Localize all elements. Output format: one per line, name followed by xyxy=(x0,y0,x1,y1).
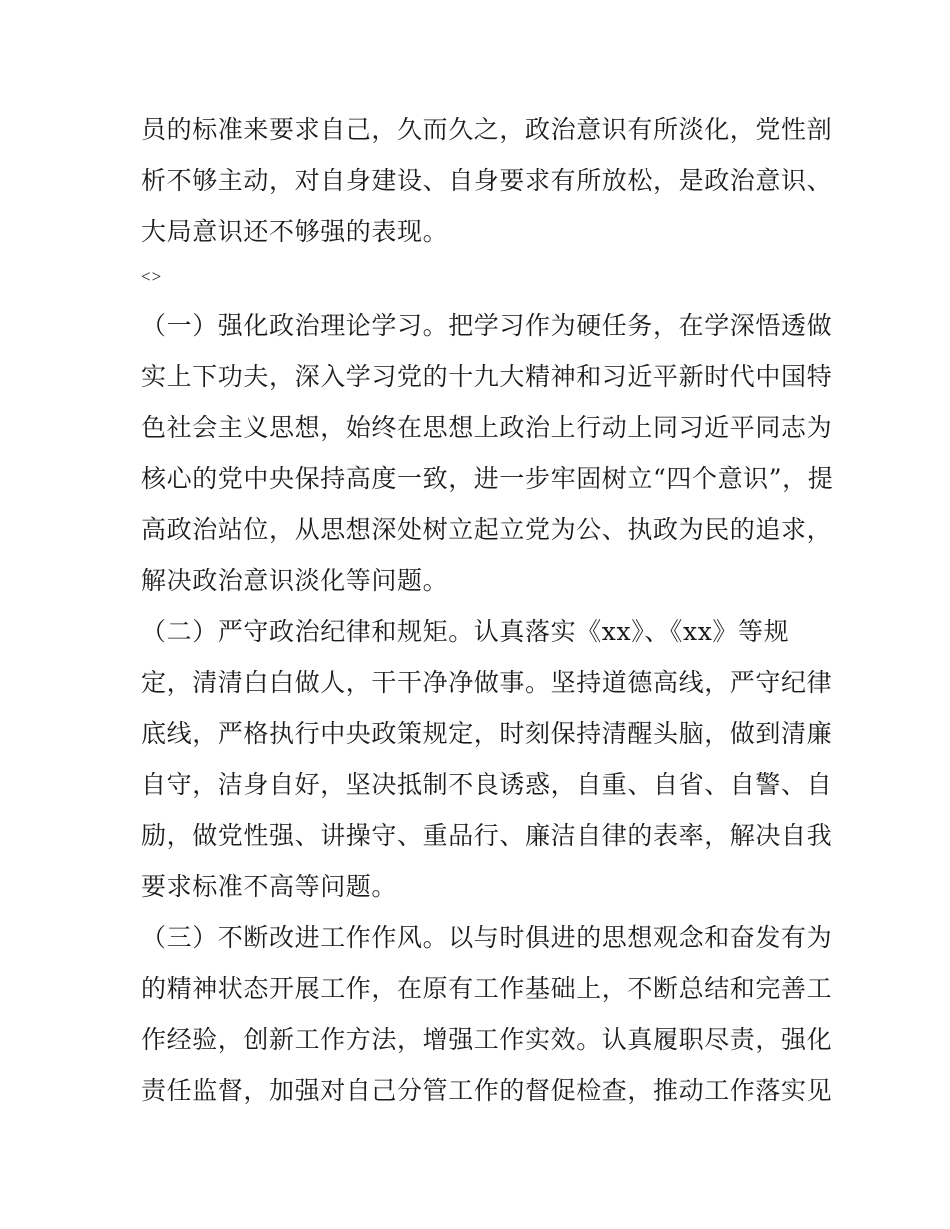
text-line: 励，做党性强、讲操守、重品行、廉洁自律的表率，解决自我 xyxy=(141,821,833,850)
text-line: 员的标准来要求自己，久而久之，政治意识有所淡化，党性剖 xyxy=(141,115,833,144)
text-line: （二）严守政治纪律和规矩。认真落实《xx》、《xx》等规 xyxy=(141,617,790,646)
text-line: （一）强化政治理论学习。把学习作为硬任务，在学深悟透做 xyxy=(141,311,833,340)
text-line: 高政治站位，从思想深处树立起立党为公、执政为民的追求， xyxy=(141,515,833,544)
text-line: 核心的党中央保持高度一致，进一步牢固树立“四个意识”，提 xyxy=(141,464,834,493)
text-line: 责任监督，加强对自己分管工作的督促检查，推动工作落实见 xyxy=(141,1076,833,1105)
text-line: 底线，严格执行中央政策规定，时刻保持清醒头脑，做到清廉 xyxy=(141,719,833,748)
text-line: 作经验，创新工作方法，增强工作实效。认真履职尽责，强化 xyxy=(141,1025,833,1054)
text-line: 实上下功夫，深入学习党的十九大精神和习近平新时代中国特 xyxy=(141,362,833,391)
text-line: 的精神状态开展工作，在原有工作基础上，不断总结和完善工 xyxy=(141,974,833,1003)
text-line: （三）不断改进工作作风。以与时俱进的思想观念和奋发有为 xyxy=(141,923,833,952)
text-line: 大局意识还不够强的表现。 xyxy=(141,217,449,246)
text-line: 定，清清白白做人，干干净净做事。坚持道德高线，严守纪律 xyxy=(141,668,833,697)
text-line: 解决政治意识淡化等问题。 xyxy=(141,566,449,595)
text-line: 自守，洁身自好，坚决抵制不良诱惑，自重、自省、自警、自 xyxy=(141,770,833,799)
text-line: 色社会主义思想，始终在思想上政治上行动上同习近平同志为 xyxy=(141,413,833,442)
section-marker: <> xyxy=(141,267,163,286)
text-line: 析不够主动，对自身建设、自身要求有所放松，是政治意识、 xyxy=(141,166,833,195)
text-line: 要求标准不高等问题。 xyxy=(141,872,398,901)
